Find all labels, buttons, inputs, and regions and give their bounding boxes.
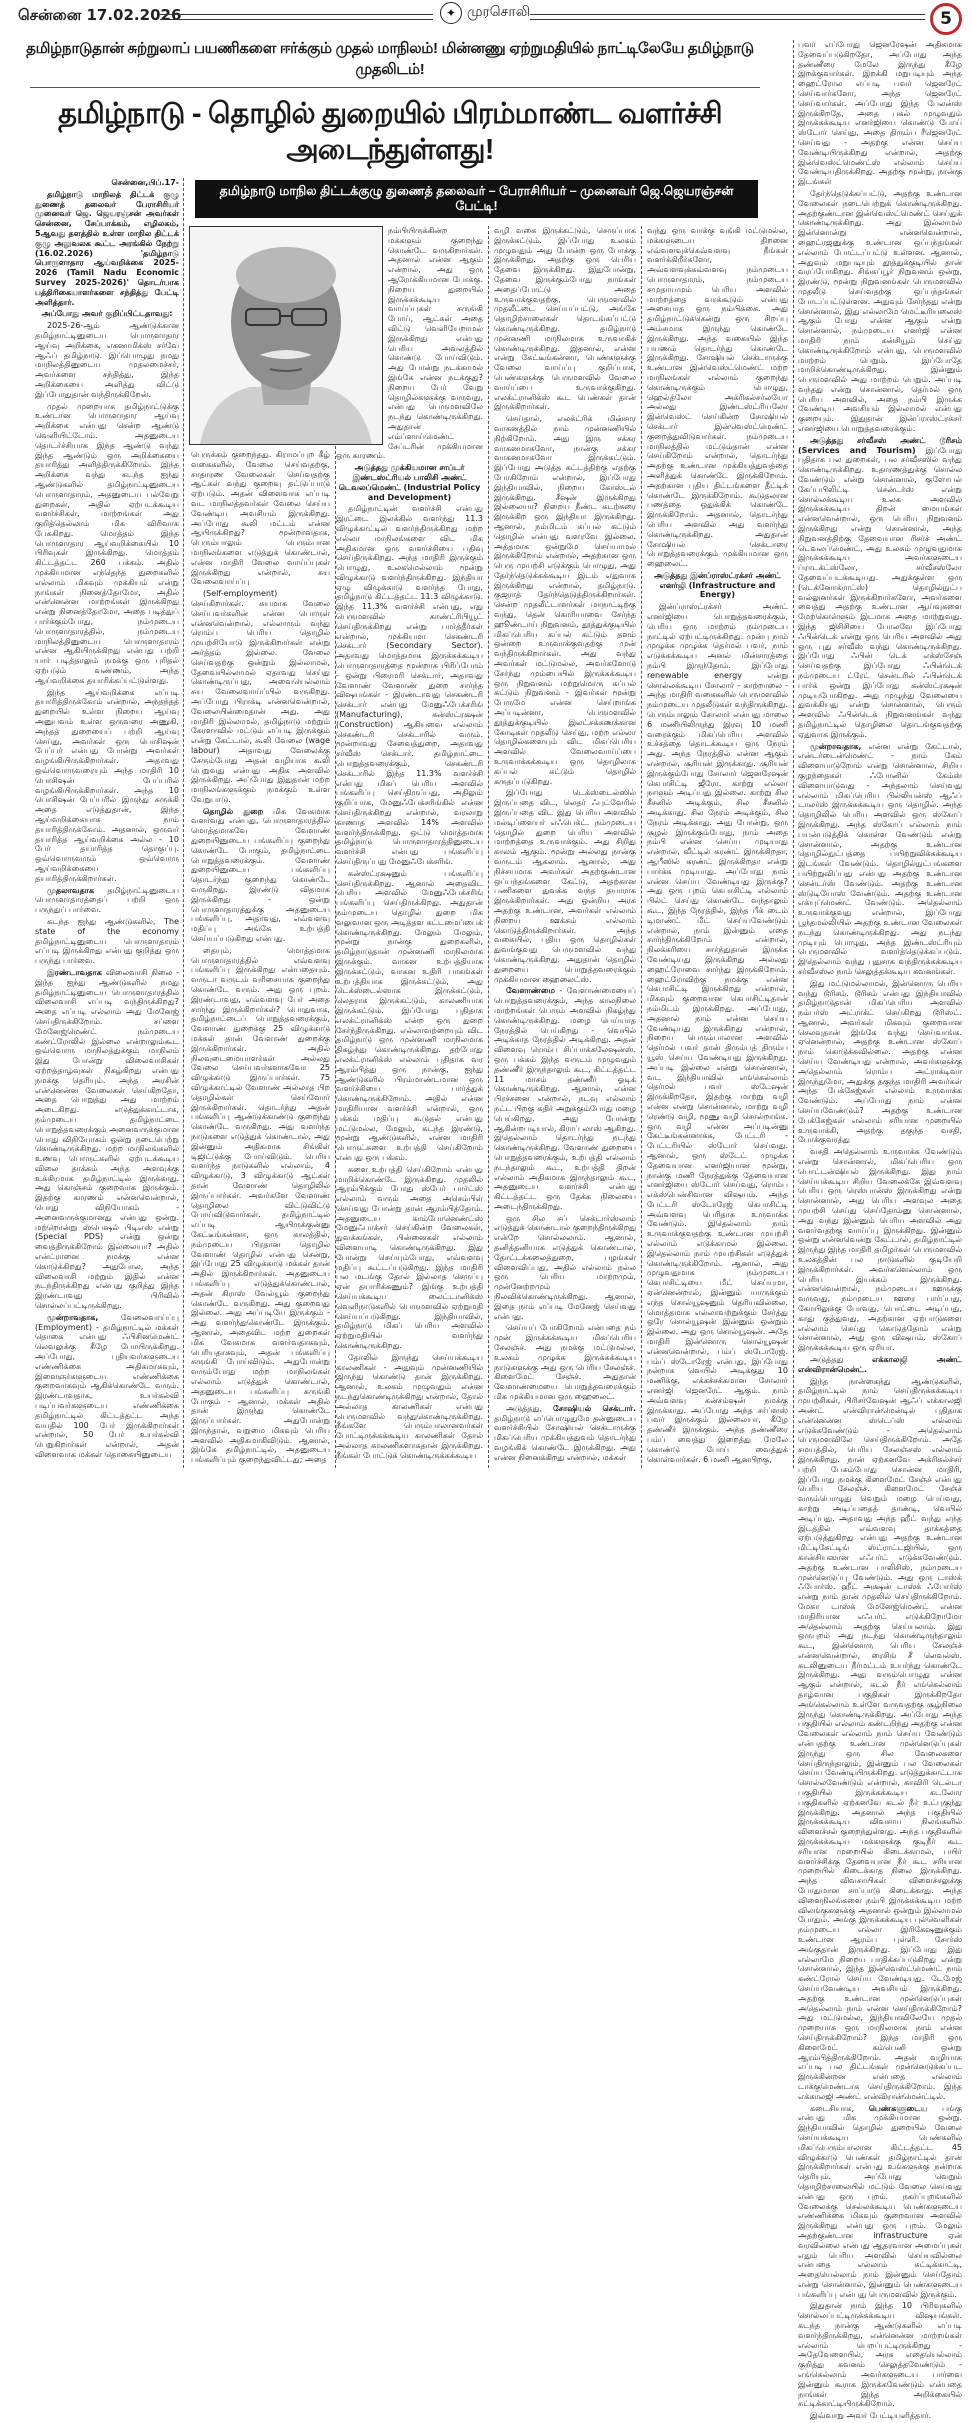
article-column-4 (494, 226, 636, 1465)
article-column-3 (336, 226, 483, 1463)
masthead-logo (440, 2, 530, 24)
article-paragraph: இன்ப்ராஸ்ட்ரக்சர் அண்ட் எனர்ஜியை பொறுத்தவரைக்கும், பெரிய ஒரு மாற்றம் நம்முடைய நாட்டில் ஏற்பட்டிருக்கிறது. முன்பு நாம் முழுக்க முழுக்க தெர்மல் பவர், நாம் எடுக்கக்கூடிய அனல் மின்சாரத்தை நம்பி இருந்தோம். இப்போது renewable energy என்று சொல்லக்கூடிய சோலார் - காற்றாலை - அந்த மாதிரி வகைகளில் பெருமளவில் நம்முடைய முதலீடுகள் வந்திருக்கிறது. பெரும்பாலும் சோலார் என்பது மாலை 6 மணியிலிருந்து இரவு 10 மணி வரைக்கும் மிகப்பெரிய அளவில் உச்சத்தை தொடக்கூடிய ஒரு நேரம் அது. அந்த நேரத்தில் என்ன ஆகும் என்றால், சூரியன் இருக்காது. சூரியன் இருக்கும்போது சோலார் ஜெனரேஷன் கெபாசிட்டி ஜீரோ. காற்று எல்லா நாளும் அடிப்பது இல்லை. காற்று சில சீசனில் அடிக்கும், சில சீசனில் அடிக்காது. சில நேரம் அடிக்கும், சில நேரம் அடிக்காது. அது போன்று, ஒரு சூழல் இருக்கும்போது, நாம் அதை நம்பி என்ன செய்ய முடியாது என்றால், வீட்டில் கரண்ட் இருக்கிறதா, ஆபீஸில் கரண்ட் இருக்கிறதா என்று பார்க்க முடியாது. அப்போது நாம் என்ன செய்ய வேண்டியது இருக்கு? அது ஒரு புறம் கெபாசிட்டி எல்லாம் பில்ட் செய்து கொண்டே வந்தாலும் கூட, இந்த நேரத்தில், இந்த பீக் டைம் டிமாண்ட் மீட் செய்யவேண்டும் என்றால், நாம் இன்னும் எதை சார்ந்திருக்கிறோம் என்றால், நிலக்கரியை சார்ந்துதான் இருக்க வேண்டியது இருக்கிறது அல்லது ஹைட்ரோவை சார்ந்து இருக்கிறோம். ஹைட்ரோவிற்கு நமக்கு என்ன கெபாசிட்டி இருக்கிறது என்றால், மிகவும் குறைவான கெபாசிட்டிதான் நம்மிடம் இருக்கிறது. அப்போது, அதனால் நாம் என்ன செய்ய வேண்டியது இருக்கிறது என்றால், நிறைய பெரும்பாலான அளவில் தெர்மல் பவர் தான் திரும்பத் திரும்ப யூஸ் செய்ய வேண்டியது இருக்கிறது. அப்படி இல்லை என்று சொன்னால், வட இந்தியாவில் எங்கெல்லாம் தெர்மல் பவர் ஸ்டேஷன் இருக்கிறதோ, இதற்கு மாற்று வழி என்ன என்று சொன்னால், மாற்று வழி ரெண்டு வழி, மூணு வழி சொல்றாங்க. ஒரு வழி என்ன அப்படின்னு கேட்டீங்கன்னாக்க, பேட்டரி - பேட்டரியில் ஸ்டோர் செய்வது. ஆனால், ஒரு ஸ்டேட் முழுக்க தேவையான எனர்ஜியான மூன்று, நான்கு மணி நேரத்துக்கு தேவையான எனர்ஜியை ஸ்டோர் செய்வது, ரொம்ப எக்ஸ்பென்சிவான விஷயம். அந்த பேட்டரி ஸ்டோரேஜ் கெபாசிட்டி அவ்வளவு பெரிதாக உருவாக்க வேண்டும். இதெல்லாம் நாம் உருவாக்குவதற்கு உண்டான முயற்சி எல்லாம் எடுக்காமல் இல்லை. இதெல்லாம் நாம் முயற்சிகள் எடுத்துக் கொண்டிருக்கிறோம். ஆனால், அது முழுவதுமாக நம்முடைய கெபாசிட்டியை மீட் செய்யுமா, ஏன்னென்றால், இன்னும் யாருக்கும் எந்த சொல்யூஷனும் தெரியவில்லை. மொத்தமாக எல்லாவற்றுக்கும் சேர்த்து ஒரே சொல்யூஷன் இன்னும் ஒன்றும் இல்லை. அது ஒரு சொல்யூஷன். அதே மாதிரி இன்னொரு சொல்யூஷன் என்னவென்றால், பம்ப் ஸ்டோரேஜ். பம்ப் ஸ்டோரேஜ் என்பது, இப்போது நன்றாக வெயில் அடிக்குது 10 மணிக்கு, எக்கச்சக்கமான சோலார் எனர்ஜி ஜெனரேட் ஆகும். நாம் அவ்வளவு கன்சம்ஷன் நமக்கு இருக்காது. அப்போது அந்த சர்ப்ளஸ் பவர் இருக்கும் இல்லையா, கீழே தண்ணீர் இருக்கும். அந்த தண்ணீரை பம்ப் வைத்து இறைத்து மேலே கொண்டு போய் வைத்துக் கொள்வார்கள். 6 மணி ஆனபிறகு, (647, 602, 788, 1464)
article-paragraph: இரண்டாவதாக விலைவாசி நிலை - இந்த ஐந்து ஆண்டுகளில் நமது தமிழ்நாட்டினுடைய பொருளாதாரத்தில் விலைவாசி எப்படி வந்திருக்கிறது? அதை எப்படி எல்லாம் அது மேனேஜ் செய்திருக்கிறோம். சப்ளை மேனேஜ்மெண்ட் நம்முடைய கண்ட்ரோலில் இல்லை என்றாலும்கூட ஒவ்வொரு மாநிலத்துக்கும் மாநிலம் இது போன்று விலைவாசிகள் ஏற்றத்தாழ்வுகள் நிகழ்கிறது என்பது நமக்கு தெரியும். அந்த அரசின் என்னென்ன வேலைகள் செய்கிறதோ, அதை பொறுத்து அது மாற்றம் அடைகிறது. எடுத்துக்காட்டாக, நம்முடைய தமிழ்நாட்டை பொறுத்தவரைக்கும் அனைவருக்குமான பொது விநியோகம் ஒன்று நடைபெற்று கொண்டிருக்கிறது. மற்ற மாநிலங்களில் உணவு பொருட்களில் ஏற்படக்கூடிய விலை தாக்கம் அந்த அளவுக்கு உக்கிரமாக தமிழ்நாட்டில் இருக்காது. அது கொஞ்சம் குறைவாக இருக்கும். இதற்கு காரணம் என்னவென்றால், பொது விநியோகம் - அனைவருக்குமானது என்பது ஒன்று. மற்றொன்று ஸ்பெஷல் பிடிஎஸ் என்று (Special PDS) என்று ஒன்று வைத்திருக்கிறோம் இல்லையா? அதில் என்ட்ரானை நமக்கு என்ன கொடுக்கிறது? அதுபோல, அந்த விலைவாசி மற்றும் இதில் என்ன நடந்திருக்கிறது என்பது குறித்து இந்த இரண்டாவது பிரிவில் சொல்லப்பட்டிருக்கிறது. (35, 967, 179, 1311)
article-paragraph: மூன்றாவதாக, வேலைவாய்ப்பு (Employment) - தமிழ்நாட்டில் மக்கள் தொகை என்பது ஃபிசினமெண்ட் லெவலுக்கு கீழே போயிருக்கிறது. அப்போது, புதியவர்களுடைய எண்ணிக்கை அதிகமாகவும், இளைஞர்களுடைய எண்ணிக்கை குறைவாகவும் ஆகிக்கொண்டே வரும். இரண்டாவதாக, உயர்கல்வி படிப்பவர்களுடைய எண்ணிக்கை தமிழ்நாட்டில் கிட்டத்தட்ட அந்த வயதில் 100 பேர் இருக்கிறார்கள் என்றால், 50 பேர் உயர்கல்வி பெறுகிறார்கள் என்றால், அதன் விளைவாக மக்கள் தொகையினுடைய (35, 1312, 179, 1459)
article-paragraph: பெருக்கம் குறைந்தது. கிராமப்புற கீழ் வகைகளில், வேலை செய்வதற்கு, சாதாரண வேலைகள் செய்வதற்கு ஆட்கள் வந்து குறைவு தட்டுப்பாடு ஏற்படும். அதன் விளைவாக எப்படி வட மாநிலத்தவர்கள் வேலை செய்ய வேண்டிய அவசியம் இருக்கிறது. அப்போது கூலி மட்டம் என்ன ஆயிருக்கிறது? மூன்றாவதாக, பெரும்பாலும் பெரும்பான மாநிலங்களை எடுத்துக் கொண்டால், என்ன மாதிரி வேலை வாய்ப்புகள் இருக்கிறது என்றால், சுய வேலைவாய்ப்பு (191, 450, 330, 587)
article-paragraph: அடுத்தது, சோஷியல் செக்டார். தமிழ்நாடு எப்பொழுதுமே தன்னுடைய வளர்ச்சியில் சோஷியல் செக்டாருக்கு மிகப்பெரிய முக்கியத்துவம் தொடர்ந்து வழங்கிக் கொண்டே இருக்கிறது. அது என்ன நினைக்கிறது என்றால், மக்கள் (494, 1403, 636, 1462)
article-paragraph: செய்தால், எலக்ட்ரிக் மின்சார வாகனத்தில் நாம் முன்னணியில் நிற்கிறோம். அது இரு சக்கர வாகனமாகவோ, நான்கு சக்கர வாகனமாகவோ இருக்கட்டும். இப்போது அடுத்த கட்டத்திற்கு எதற்கு போகிறோம் என்றால், இப்போது இந்தியாவில், நிறைய கோஸ்டல் இருக்கிறது. சீஷன் இருக்கிறது இல்லையா? நிறைய நீண்ட கடற்கரை இருக்கிற ஒரு இந்தியா இருக்கிறது. ஆனால், நம்மிடம் கப்பல் கட்டும் தொழில் என்பது வளரவே இல்லை. அத்தமாக ஒன்றுமே செய்யாமல் இருக்கிறோம் என்றால், அதற்கான ஒரு பெரு முயற்சி எடுக்கும் பொழுது, அது தேர்ந்தெடுக்கக்கூடிய இடம் எதுவாக இருக்கிறது என்றால், தமிழ்நாடு. குஜராத் தேர்ந்தெடுத்திருக்கிறார்கள். சென்ற முதலீட்டாளர்கள் மாநாட்டிற்கு வந்து, தென் கொரியாவை சேர்ந்த ஹூண்டாய் நிறுவனம், தூத்துக்குடியில் மிகப்பெரிய கப்பல் கட்டும் தளம் ஒன்றை உருவாக்குவதற்கு முன் வந்திருக்கிறார்கள். அது வந்து அவர்கள் மட்டுமல்ல, அவர்களோடு சேர்ந்து மும்பையில் இருக்கக்கூடிய ஒரு நிறுவனம் மற்றுமொரு கப்பல் கட்டும் நிறுவனம் - இவர்கள் மூன்று பேருமே என்ன செய்றாங்க அப்படின்னா, பெருமளவில் தூத்துக்குடியில் இலட்சக்கணக்கான கோடிகள் முதலீடு செய்து, மற்ற எல்லா தொழில்களையும் விட மிகப்பெரிய அளவில் வேலைவாய்ப்பை உருவாக்கக்கூடிய ஒரு தொழிலாக கப்பல் கட்டும் தொழில் கருதப்படுகிறது. (494, 414, 636, 786)
article-paragraph: அடுத்தது சர்வீசஸ் அண்ட் டூரிசம் (Services and Tourism) இப்போது புதிதாக பல துறைகள், பல சர்வீசஸில் வந்து கொண்டிருக்கிறது. உதாரணத்துக்கு சொல்ல வேண்டும் என்று சொன்னால், குளோபல் கேப்பபிலிட்டி சென்டர்ஸ் என்று சொல்லக்கூடிய உலக அளவில் இருக்கக்கூடிய திறன் மையங்கள் என்னவென்றால், ஒரு பெரிய நிறுவனம் இருக்கிறது என்று சொன்னால், அந்த நிறுவனத்திற்கு தேவையான ரிசர்ச் அண்ட் டெவலப்மெண்ட், அது உலகம் முழுவதுமாக இருக்கக்கூடிய அவர்களுடைய ப்ராடக்ட்ஸ்லோ, சர்வீசஸ்லோ தேவைப்படக்கூடியது. அதுக்குள்ள ஒரு (டெக்னோக்ராட்ஸ்) தொழில்நுட்ப வல்லுனர்கள் இருக்கிறார்களோ, அவர்களை வைத்து அதற்கு உண்டான ஆய்வுகளை மேற்கொள்ளும் இடமாக அதை மாற்றுவது. இந்த ஜிசிசியை போலவே இப்போது ஃபின்டெக் என்று ஒரு பெரிய அளவில் அது ஒரு புது சர்வீஸ் வந்து கொண்டிருக்கிறது. இப்போது ஃபின் டெக் எக்ஸ்சேஞ் செய்வதற்கு இப்போது ஃபின்டெக் நம்முடைய ட்ரேட் சென்டரில் ஃபின்டெக் பார்க் ஒன்று இப்போது கன்ஸ்ட்ரக்ஷன் முடியபோகிறது. அது முழுந்து வேலையை துவக்கியது என்று சொன்னால், பெரும் அளவில் ஃபின்டெக் நிறுவனங்கள் வந்து தமிழ்நாட்டில் தொழிலை தொடங்குவதற்கு ஏதுவாக இருக்கும். (798, 435, 963, 739)
article-paragraph: 2025-26-ஆம் ஆண்டுக்கான தமிழ்நாட்டினுடைய பொருளாதார ஆய்வு அறிக்கை, எகனாமிக்ஸ் சர்வே ஆஃப் தமிழ்நாடு. இப்பொழுது நமது மாநிலத்தினுடைய முதலமைச்சர், அவர்களை சந்தித்து, இந்த அறிக்கையை அளித்து விட்டு இப்போதுதான் வந்திருக்கிறேன். (35, 321, 179, 399)
article-paragraph: தமிழ்நாடு மாநிலத் திட்டக் குழு துணைத் தலைவர் பேராசிரியர் முனைவர் ஜெ. ஜெயரஞ்சன் அவர்கள் சென்னை, சேப்பாக்கம், எழிலகம், 5ஆவது தளத்தில் உள்ள மாநில திட்டக் குழு அலுவலக கூட்ட அரங்கில் நேற்று (16.02.2026) 'தமிழ்நாடு பொருளாதார ஆய்வறிக்கை 2025-2026 (Tamil Nadu Economic Survey 2025-2026)' தொடர்பாக பத்திரிகையாளர்களை சந்தித்து பேட்டி அளித்தார். (35, 189, 179, 307)
article-paragraph: நம்பியிருக்கின்ற மக்களும் குறைந்து கொண்டே வருகிறார்கள். அதனால் என்ன ஆகும் என்றால், அது ஒரு ஆரோக்கியமான போக்கு. நிறைய துறையில் இருக்கக்கூடிய வாய்ப்புகள் சுருங்கி போய், ஆட்கள் அதை விட்டு வெளியேறாமல் இருக்கிறது என்பது பெரிய அவலத்தில் கொண்டு போய்விடும். அது போன்று நடக்காமல் இங்கே என்ன நடக்குது? நிறைய பேர் வேறு தொழில்களுக்கு வருவது, என்பது பெருமளவிலே நடந்து கொண்டிருக்கிறது. அதுதான் எம்ப்ளாய்மெண்ட் சேப்டரின் முக்கியமான ஒரு காரணம். (336, 226, 483, 461)
article-column-2 (191, 450, 330, 1467)
headline-text: தமிழ்நாடு - தொழில் துறையில் பிரம்மாண்ட வளர்ச்சி அடைந்துள்ளது! (58, 98, 722, 166)
section-subheading: அடுத்தது முக்கியமான சாப்டர் இண்டஸ்ட்ரியல் பாலிசி அண்ட் டெவலப்மெண்ட் (Industrial Policy and Development) (338, 463, 481, 502)
section-subheading: அடுத்தது இன்ப்ராஸ்ட்ரக்சர் அண்ட் எனர்ஜி (Infrastructure and Energy) (653, 570, 782, 600)
kicker-headline (20, 34, 760, 84)
article-paragraph: இப்போது டெக்ஸ்டைல்ஸில் இருப்பதை விட, லெதர் ஃபுட்வேரில் இருப்பதை விட இது பெரிய அளவில் மல்டிப்ளையர் எஃபெக்ட். நம்முடைய தொழில் துறை பெரிய அளவில் மாற்றத்தை உருவாக்கும். அது சிறிது காலம் ஆகும். மூன்று அல்லது நான்கு வருடம் ஆகலாம். ஆனால், அது நிச்சயமாக அவர்கள் அதற்குண்டான ஒப்பந்தங்களை கேட்டு, அதற்கான பணிகளை துவக்க வந்த தயாராக இருக்கிறார்கள். அது ஒன்றிய அரசு அதற்கு உண்டான, அவர்கள் எல்லாம் நிறைய ஊக்கம் எல்லாம் கொடுத்திருக்கிறார்கள். அந்த வகையில், புதிய ஒரு தொழில்கள் துவங்குவது பெருமளவில் வந்து கொண்டிருக்கிறது. அதுதான் தொழில் துறையை பொறுத்தவரைக்கும் முக்கியமான ஹைலைட்ஸ். (494, 788, 636, 984)
issue-date: சென்னை 17.02.2026 (18, 6, 182, 24)
column-divider (183, 178, 184, 1468)
main-headline (20, 92, 760, 172)
article-paragraph: தோலில் இருந்து செய்யக்கூடிய காலணிகள் - அதுவும் முன்னணியில் இருந்து கொண்டு தான் இருக்கிறது. ஆனால், உலகம் முழுவதும் என்ன நடந்துகொண்டிருக்கிறது என்றால், தோல் அல்லாத காலணிகள் என்பது பெருமளவில் வந்துகொண்டிருக்கிறது. நீங்களே பெரும்பாலானவர்கள் போட்டிருக்கக்கூடிய காலணிகள் தோல் அல்லாத காலணிகளாகதான் இருக்கிறது. நீங்கள் போட்டுக் கொண்டிருக்கக்கூடிய (336, 1352, 483, 1460)
masthead-rule-right (530, 14, 925, 20)
article-paragraph: தொழில் துறை மிக வேகமாக வளர்வது என்பது, பொருளாதாரத்தில் மொத்தமாகவே வேளாண் துறையினுடைய பங்களிப்பு குறைந்து கொண்டே போகும், தமிழ்நாட்டை பொறுத்தவரைக்கும். வேளாண் துறையினுடைய பங்களிப்பு தொடர்ந்து குறைந்து கொண்டே வருகிறது. இரண்டு விதமாக இருக்கிறது - ஒன்று பொருளாதாரத்துக்கு அதனுடைய பங்களிப்பு, அதாவது, எவ்வளவு மதிப்பு அங்கே உற்பத்தி செய்யப்படுகிறது என்பது. (191, 806, 331, 944)
article-paragraph: பவர் எப்போது ஜெனரேஷன் அதிகமாக தேவைப்படுகிறதோ, அப்போது அந்த தண்ணீரை மேலே இருந்து கீழே இறக்குவார்கள். இறக்கி மறுபடியும் அந்த ஹைட்ரோல எப்படி பவர் ஜெனரேட் செய்வார்களோ, அந்த ஜெனரேட் செய்வார்கள். அப்போது இந்த பேலன்ஸ் இருக்கிறதே, அதை பகல் முழுவதும் இருக்கக்கூடிய எனர்ஜியை கொண்டு போய் ஸ்டோர் செய்து, அதை திரும்ப ரீஜெனரேட் செய்வது - அதற்கு என்ன செய்ய வேண்டியிருக்கிறது என்றால், அதற்கு இன்வெஸ்ட்மெண்ட்ஸ் எல்லாம் செய்ய வேண்டியதிருக்கிறது. அதற்கு மூன்று, நான்கு இடங்கள் (798, 40, 962, 187)
article-paragraph: (Self-employment) செய்கிறார்கள். சுயமாக வேலை செய்பவர்களின் என்ன பொருள் என்னவென்றால், எல்லாரும் வந்து ரொம்ப பெரிய தொழில் முயற்சியோடு இருக்கிறார்கள் என்று அர்த்தம் இல்லை. வேலை செய்வதற்கு ஒன்றும் இல்லாமல், தேவையில்லாமல் ஏதாவது செய்து கொண்டிருப்பது, அவையெல்லாம் சுய வேலைவாய்ப்பில் வருகிறது. அப்போது பிராக்டி என்னவென்றால், வேலையின்மைதான் அது. அது மாதிரி இல்லாமல், தமிழ்நாடு மற்றும் கேரளாவில் மட்டும் எப்படி இருக்கும் என்று கேட்டால், கூலி வேலை (wage labour) அதாவது வேலைக்கு சேரும்போது அதன் வழியாக கூலி பெறுவது என்பது அதிக அளவில் இருக்கிறது. அப்போது இதுதான் மற்ற மாநிலங்களுக்கும் நமக்கும் உள்ள வேறுபாடு. (191, 589, 330, 804)
article-paragraph: மூன்றாவதாக, என்ன என்று கேட்டால், என்டர்டைன்மெண்ட் - நாம் கேம் விளையாடுறோம் என்று சொன்னால், சிறிய குழந்தைகள் ஃபோனில் கேம்ஸ் விளையாடுவது - அந்தலாம் செய்வது எல்லாம் மிகப்பெரிய பில்லியன்ஸ் ஆஃப் டாலர்ஸ் இருக்கக்கூடிய ஒரு தொழில். அந்த தொழிலில் பெரிய அளவில் ஒரு ஸ்கோப் இருக்கிறது. அந்த ஸ்கோப் எல்லாம் நாம் பயன்படுத்திக் கொள்ள வேண்டும் என்று சொன்னால், அதற்கு உண்டான தொழில்நுட்பத்தை பயிற்றுவிக்கக்கூடிய இடங்கள் வேண்டும். தொழில்நுட்பங்களை பயிற்றுவிப்பது என்பது அதற்கு உண்டான சென்டர்ஸ் வேண்டும். அதற்கு உண்டான ஸ்டுடியோஸ் வேண்டும். அதற்கு உண்டான எக்யுப்மெண்ட் வேண்டும். அதெல்லாம் உருவாக்குவது என்றால், இப்போது பூந்தமல்லியில் அதற்கு உண்டான வேலைகள் நடந்து கொண்டிருக்கிறது. அது நடந்து முடியும் பொழுது, அந்த இண்டஸ்ட்ரியும் பெருமளவில் வளர்த்தெடுக்கப்படும். இதெல்லாம் வந்து புதுசாக வந்திருக்கக்கூடிய சர்வீசஸ்ல நாம் செலுத்தக்கூடிய கவனங்கள். (798, 741, 962, 976)
article-paragraph: கன்ஸ்ட்ரக்ஷனும் பங்களிப்பு செய்திருக்கிறது. ஆனால் அதைவிட பெரிய அளவில் மேனுஃபேக்சரிங் பங்களிப்பு செய்திருக்கிறது. அதுதான் நம்முடைய தொழில் துறை மிக வலுவான ஒரு அடித்தள கட்டமைப்பைக் கொண்டிருக்கிறது. மேலும் மேலும், மூன்று நான்கு துறைகளில், தமிழ்நாடுதான் முன்னணி மாநிலமாக இருக்கும். வாகன உற்பத்தியாக இருக்கட்டும், வாகன உதிரி பாகங்கள் உற்பத்தியாக இருக்கட்டும், அது டெக்ஸ்டைல்ஸாக இருக்கட்டும், லெதராக இருக்கட்டும், காலணியாக இருக்கட்டும். இப்போது புதிதாக எலக்ட்ரானிக்ஸ் என்ற ஒரு துறை சேர்ந்திருக்கிறது. எல்லாவற்றையும் விட தமிழ்நாடு ஒரு முன்னணி மாநிலமாக திகழ்ந்து கொண்டிருக்கிறது. தற்போது எலக்ட்ரானிக்ஸ் எல்லாம் புதிதாக வர ஆரம்பித்து ஒரு நான்கு, ஐந்து ஆண்டுகளில் பிரம்மாண்டமான ஒரு வளர்ச்சியை பார்த்துக் கொண்டிருக்கிறோம். அதில் என்ன மாதிரியான வளர்ச்சி என்றால், ஒரு பக்கம் மதிப்பு கூடுதல் என்பது மட்டுமல்ல, மேலும், கடந்த இரண்டு, மூன்று ஆண்டுகளில், என்ன மாதிரி பொருட்களை உற்பத்தி செய்கிறோம் என்பது ஒரு பக்கம். (336, 868, 483, 1162)
article-paragraph: ஒரு சில சப் செக்டார்ஸ்லாம் எடுத்துக் கொண்டால் குறைந்திருக்கிறது என்றே சொல்லலாம். ஆனால், தனித்தனியாக எடுத்துக் கொண்டால், தோட்டக்கலைத்துறை, பழங்கள் விளைவிப்பது, அதில் எல்லாம் நல்ல ஒரு பெரிய மாற்றமும், முன்னேற்றமும் நிலவிக்கொண்டிருக்கிறது. ஆனால், இதை நாம் எப்படி மேனேஜ் செய்வது என்பது. (494, 1213, 636, 1321)
article-column-6 (798, 40, 962, 2423)
article-paragraph: இந்த நான்கைந்து ஆண்டுகளில், தமிழ்நாட்டில் நாம் செய்திருக்கக்கூடிய முயற்சிகள், பிரிசர்வேஷன் ஆஃப் எக்காலஜி அண்ட் என்விரான்மென்டில் புதிதாக என்னென்ன ஸ்டெப்ஸ் எல்லாம் எடுக்கவேண்டும் - அதெல்லாம் பெருமளவிலே செய்திருக்கிறோம். அதே சமயத்தில், பெரிய சேலஞ்சஸ் எல்லாம் இருக்கிறது. நான் ஏற்கனவே அக்ரிகல்ச்சர் பற்றி பேசும்போது சொன்ன மாதிரி, இப்போது நமக்கு கிளைமேட் சேஞ்ச் என்பது பெரிய சேலஞ்ச். கிளைமேட் சேஞ்ச் வரும்பொழுது வெறும் மழை பெய்வது, காற்று அடிப்பதைத் தாண்டி, வெயில் அடிப்பது. அதாவது அந்த ஹீட் வந்து எந்த இடத்தில் எவ்வளவு தாக்கத்தை ஏற்படுத்துகிறது என்பது அதற்கு உண்டான மிட்டிகேட்டிங் ஸ்ட்ராட்டஜியில், ஒரு கான்சியஸான எஃபர்ட் எடுக்கவேண்டும். அதற்கு உண்டான பாலிசிஸ், நம்முடைய முன்னெடுப்பு வேண்டும். அது ஒரு டாஸ்க் ஃபோர்ஸ். ஹீட் அக்ஷன் டாஸ்க் ஃபோர்ஸ் என்று நாம் தான் முதலில் செய்திருக்கிறோம். மேகா டாஸ்க் மேனேஜ்மெண்ட் என்ன மாதிரியான எஃபர்ட் எடுக்கிறோமோ அதெல்லாம் அதற்கு செய்யலாம். இது ஒருபுறம் அது நடந்து கொண்டிருந்தாலும் கூட, இன்னொரு பெரிய சேலஞ்ச் என்னவென்றால், ரைசிங் சீ லெவல்ஸ். கடலினுடைய நீர்மட்டம் உயர்ந்து கொண்டே இருக்கிறது. அது வரும்பொழுது என்ன ஆகும் என்றால், கடல் நீர் எங்கெல்லாம் தாழ்வான பகுதிகள் இருக்கிறதோ அங்கெல்லாம் உள்ளே வருவதற்கு சூழ்நிலை இருந்து கொண்டிருக்கிறது. அப்போது அந்த பகுதியில் எல்லாம் கண்டறிந்து அதற்கு என்ன வேலைகள் எல்லாம் நாம் செய்ய வேண்டும் என்பதற்கு உண்டான முன்னெடுப்புகள் இருந்து ஒரு சில வேலைகளை செய்திருந்தாலும், இன்னும் பல வேலைகள் செய்ய வேண்டியிருக்கிறது. எடுத்துக்காட்டாக சொல்லவேண்டும் என்றால், காவிரி டெல்டா பகுதியில் இருக்கக்கூடிய கடலோர பகுதிகளில் ஏற்கனவே கடல் நீர் உட்புகுந்து இருக்கிறது. அதனால் அந்த பகுதியில் இருக்கக்கூடிய விவசாய நிலங்களில் விளைச்சல் குறைந்துள்ளது. அந்த பகுதிகளில் இருக்கக்கூடிய மக்களுக்கு குடிநீர் கூட சரியான முறையில் கிடைக்காமல், பயிர் வளர்ச்சிக்கு தேவையான நீர் கூட சரியான முறையில் கிடைக்காத நிலை இருக்கிறது. அந்த விவசாயிகள் விளைச்சலுக்கு போதுமான சாப்பாடு கிடைக்காது. அந்த விளைநிலங்களை நம்பி இருக்கக்கூடிய மற்ற விலங்குகளுக்கு அதனால் ஒன்றும் இல்லாமல் போதும். அங்கு இருக்கக்கூடிய புல்வெளிகள் நம்முடைய எல்லா இரிகேஷனுக்கும் உண்டான ஆரம்ப புள்ளி. சோர்ஸ் அங்குதான் இருக்கிறது. இப்போது இது எல்லாமே நிறைய பாதிக்கப்படுகிறது என்று சொன்னால், இந்த இன்வெஸ்ட்மெண்ட் நாம் கண்ட்ரோல் செய்ய வேண்டியது. டேமேஜ் செய்யவேண்டிய அவசியம் இருக்கிறது. அதற்கு உண்டான முன்னெடுப்புகள் அதெல்லாம் நாம் என்ன செய்திருக்கிறோம்? அது மட்டுமல்ல, இந்தியாவிலேயே முதல் முறையாக ஒரு மாநிலமாக நாம் என்ன செய்திருக்கிறோம்? இந்த மாதிரி ஒரு கிளைமேட் கம்பெனி ஒன்று ஆரம்பித்திருக்கிறோம். அதன் வழியாக எப்படி பல திட்டங்கள் முன்னெடுக்கப்பட இருக்கின்றன என்பதை எல்லாம் டாக்குமெண்டாக செய்திருக்கிறோம். இந்த எக்காலஜி அண்ட் என்விரான்மென்ட்டில். (798, 1376, 962, 2101)
article-paragraph: வேளாண்மை - வேளாண்மையைப் பொறுத்தவரைக்கும், அந்த காலநிலை மாற்றங்கள் பெரும் அளவில் நிகழ்ந்து கொண்டிருக்கிறது. மழை பெய்யாத நேரத்தில் பெய்கிறது - வெயில் அடிக்காத நேரத்தில் அடிக்கிறது. அதன் விளைவு ரொம்ப சிப்பாக்கலேஷன்ஸ். ஒரு பக்கம் இந்த வருடம் முழுவதும் தண்ணீர் இருந்தாலும் கூட, கிட்டத்தட்ட 11 மாசம் தண்ணீர் ஓடிக் கொண்டிருக்கிறது. ஆனால், என்ன பிரச்சனை என்றால், நடவு எல்லாம் நட்ட பிறகு கதிர் அறுக்கும்போது மழை பெய்கிறது. அது போன்று ஆகின்றபடியால், கிராப் லாஸ் ஆகிறது. இதெல்லாம் தொடர்ந்து நடந்து கொண்டிருக்கிறது. வேளாண் துறையை பொறுத்தவரைக்கும், உற்பத்தி எல்லாம் நடந்தாலும் கூட, உற்பத்தி திறன் எல்லாம் அதிகமாக இருந்தாலும் கூட, அதனுடைய வளர்ச்சி என்பது கிட்டத்தட்ட ஒரு தேக்க நிலையை அடைந்திருக்கிறது. (494, 986, 636, 1211)
banner-text: தமிழ்நாடு மாநில திட்டக்குழு துணைத் தலைவர் – பேராசிரியர் – முனைவர் ஜெ.ஜெயரஞ்சன் பேட்டி! (219, 184, 734, 213)
interview-banner (195, 180, 758, 218)
article-paragraph: தமிழ்நாட்டின் வளர்ச்சி என்பது இரட்டை இலக்கில் வளர்ந்து 11.3 விழுக்காட்டில் வளர்ந்திருக்கிறது மற்ற எல்லா மாநிலங்களை விட மிக அதிகமான ஒரு வளர்ச்சியை பதிவு செய்திருக்கிறது. அந்த மாதிரி இருக்கும் பொழுது, உலகமெல்லாம் மூன்று விழுக்காடு வளர்ந்திருக்கிறது. இந்தியா ஏழு விழுக்காடு வளர்ந்த போது, தமிழ்நாடு கிட்டத்தட்ட 11.3 விழுக்காடு. இந்த 11.3% வளர்ச்சி என்பது, எது பெருமளவில் காண்ட்ரிபியூட் செய்திருக்கிறது என்று பார்த்தீர்கள் என்றால், முக்கியமா செகண்டரி செக்டார் (Secondary Sector). அதாவது மொத்தமாக இருக்கக்கூடிய பொருளாதாரத்தை மூன்றாக பிரிப்போம் - ஒன்று பிரைமரி செக்டார், அதாவது வேளாண் வேளாண் துறை சார்ந்த விஷயங்கள் - இரண்டாவது செகண்டரி செக்டார் என்பது மேனுஃபேக்சரிங் (Manufacturing), கன்ஸ்ட்ரக்ஷன் (Construction) ஆகியவை எல்லாம் செகண்டரி செக்டாரில் வரும். மூன்றாவது சேவைத்துறை, அதாவது சர்வீஸ் செக்டார். தமிழ்நாட்டை பொறுத்தவரைக்கும், செகண்டரி செக்டாரில் இந்த 11.3% வளர்ச்சி என்பது மிகப் பெரிய அளவில் பங்களிப்பு செய்திருப்பது, அதிலும் குறிப்பாக, மேனுஃபேக்சரிங்கில் என்ன செய்திருக்கிறது என்றால், வரலாறு காணாத அளவில் 14% அளவில் வளர்ந்திருக்கிறது. ஒட்டு மொத்தமாக தமிழ்நாடு பொருளாதாரத்தினுடைய வளர்ச்சி என்பது பங்களிப்பு செய்திருப்பது மேனுஃபேக்சரிங். (336, 504, 483, 866)
article-paragraph: வந்து ஒரு வாக்கு வங்கி மட்டுமல்ல, மக்களுடைய திறனை எவ்வளவுக்கெவ்வளவு நீங்கள் வளர்க்கிறீர்களோ, அவ்வளவுக்கவ்வளவு நம்முடைய பொருளாதாரம், நம்முடைய சமுதாயமும் பெரிய அளவில் மாற்றத்தை வரக்கூடும் என்பது அசையாத ஒரு நம்பிக்கை. அது தமிழ்நாட்டுக்கென்று ஒரு சிறப்பு அம்சமாக இருந்து கொண்டே இருக்கிறது. அந்த வகையில் இந்த பயணம் தொடர்ந்து கொண்டே இருக்கிறது. சோஷியல் செக்டாருக்கு உண்டான இன்வெஸ்ட்மெண்ட் மற்ற மாநிலங்கள் எல்லாம் குறைந்து கொண்டிருக்கும் பொழுது, ஹெல்த்லோ அக்ரிகல்சர்லயோ அல்லது இண்டஸ்ட்ரியலோ இன்வெஸ்ட் செய்கின்ற சோஷியல் செக்டார் இன்வெஸ்ட்மெண்ட் குறைத்துவிடுவார்கள். நம்முடைய மாநிலத்தில் மட்டும்தான் என்ன செய்கிறோம் என்றால், தொடர்ந்து அதற்கு உண்டான முக்கியத்துவத்தை அளித்துக் கொண்டே இருக்கிறோம். அதற்கான புதிய திட்டங்களை தீட்டிக் கொண்டே இருக்கிறோம். கூடுதலான பணத்தை ஒதுக்கிக் கொண்டே இருக்கிறோம். அதனால், தொடர்ந்து பெரிய அளவில் அது வளர்ந்து கொண்டிருக்கிறது. அதுதான் சோஷியல் செக்டாரை பொறுத்தவரைக்கும் முக்கியமான ஒரு ஹைலைட். (647, 226, 788, 569)
section-subheading: அப்போது அவர் குறிப்பிட்டதாவது: (41, 309, 173, 319)
page-number: 5 (930, 3, 962, 35)
article-column-5 (647, 226, 788, 1466)
article-paragraph: இதுதான் நாம் இந்த 10 பிரிவுகளில் சொல்லப்பட்டிருக்கக்கூடிய விஷயங்கள். கடந்த நான்கு ஆண்டுகளில் எப்படி வளர்ந்திருக்கிறது, என்னென்ன மாற்றங்கள் எல்லாம் பெறப்பட்டிருக்கிறது - அதேவேளையில், அரசு எதையெல்லாம் குறித்து கவனம் செலுத்தவேண்டும் - எங்கெல்லாம் அவர்களுடைய பார்வை இன்னும் கூராக இருக்கவேண்டும் என்பதை நாங்கள் இந்த அறிக்கையில் சுட்டிக்காட்டியிருக்கிறோம். (798, 2301, 962, 2409)
article-paragraph: முதல் முறையாக தமிழ்நாட்டுக்கு உண்டான பொருளாதார ஆய்வு அறிக்கை என்பது சென்ற ஆண்டு வெளியிட்டோம். அதனுடைய தொடர்ச்சியாக இந்த ஆண்டு வந்து இந்த ஆண்டும் ஒரு அறிக்கையை தயாரித்து அளித்திருக்கிறோம். இந்த அறிக்கை வந்து கடந்த ஐந்து ஆண்டுகளில் தமிழ்நாட்டினுடைய பொருளாதாரம், அதனுடைய பல்வேறு துறைகள், அதில் ஏற்படக்கூடிய வளர்ச்சிகள், மாற்றங்கள் அது குறித்தெல்லாம் மிக விரிவாக பேசுகிறது. மொத்தம் இந்த பொருளாதார ஆய்வறிக்கையில் 10 பிரிவுகள் இருக்கிறது. மொத்தம் கிட்டத்தட்ட 260 பக்கம். அதில் முக்கியமான எந்தெந்த துறைகளில் எல்லாம் மிகவும் முக்கியம் என்று நாங்கள் நினைத்தோமோ, அதில் என்னென்ன மாற்றங்கள் இருக்கிறது என்று நினைத்தோமோ, அதை படித்துப் பார்க்கும்போது, நம்முடைய பொருளாதாரத்தில், நம்முடைய மாநிலத்தினுடைய பொருளாதாரம் என்ன ஆகியிருக்கிறது என்பது பற்றி யார் படித்தாலும் நமக்கு ஒரு புரிதல் ஏற்படும் வண்ணம், அந்த ஆய்வறிக்கை தயாரிக்கப்பட்டுள்ளது. (35, 401, 179, 685)
dateline: சென்னை,பிப்.17- (111, 178, 179, 187)
article-paragraph: தேர்ந்தெடுக்கப்பட்டு, அதற்கு உண்டான வேலைகள் நடைபெற்றுக் கொண்டிருக்கிறது. அதற்குண்டான இன்வெஸ்ட்மெண்ட் செய்துக் கொண்டிருக்கிறது. அது இல்லாமல் இன்னொன்று என்னவென்றால், ஹைட்ரஜனுக்கு உண்டான ஒப்பந்தங்கள் எல்லாம் போட்டப்பட்டு உள்ளன. ஆனால், அதுவும் மறுபடியும் தூத்துக்குடியில் தான் வரப்போகிறது. சிங்கப்பூர் நிறுவனம் ஒன்று, இரண்டு, மூன்று நிறுவனங்கள் பெருமளவில் முதலீடு செய்வதற்கு ஒப்பந்தங்கள் போடப்பட்டுள்ளன. அதுவும் சேர்ந்தது என்று சொன்னால், இது எல்லாமே மெட்டீரியலைஸ் ஆகும் போது என்ன ஆகும் என்று சொன்னால், நம்முடைய எனர்ஜி என்ன மாதிரி நாம் கன்சியூம் செய்து கொண்டிருக்கிறோம் என்பது, பெருமளவில் மாற்றம் பெறும். இப்போதே மாறிக்கொண்டிருக்கிறது. இன்னும் பெருமளவில் அது மாற்றம் பெறும். அப்படி வந்தது என்று சொன்னால், தெர்மல் ஒரு பெரிய அளவில், அதை நம்பி இருக்க வேண்டிய அவசியம் இல்லாமல் என்பது குறையும். இதுதான் இன்ப்ராஸ்ட்ரக்சர் எனர்ஜியை பொறுத்தவரைக்கும். (798, 188, 962, 434)
column-divider (793, 40, 794, 1468)
headline-rule (30, 87, 760, 88)
article-paragraph: இது மட்டுமல்லாமல், இன்னொரு பெரிய வந்து டூரிசம். டூரிசம் என்பது இந்தியாவில் தமிழ்நாடுதான் மிகப்பெரிய அளவில் நம்பர்ஸ் அட்ராக்ட் செய்கிறது டூரிஸ்ட். ஆனால், அவர்கள் மிகவும் குறைவான செலவுதான் இங்கே வந்து செய்வாங்க. ஏனென்றால், அதற்கு உண்டான ஸ்கோப் நாம் கொடுக்கவில்லை. அதற்கு என்ன செய்ய வேண்டியது என்றால், அவர்களுக்கு அதெல்லாம் ரொம்ப அட்ராக்டிவா இருந்துமோ, அதுக்கு தகுந்த மாதிரி அவர்கள் அந்த பேக்கேஜ்கள் எல்லாம் உருவாக்க வேண்டும். அப்போது நாம் என்ன செய்யவேண்டும்? அதற்கு உண்டான பேக்கேஜ்கள் எல்லாம் சரியான முறையில் உருவாக்கி, அதற்கு தகுந்த வசதி, போக்குவரத்து (798, 978, 962, 1145)
article-paragraph: முதலாவதாக தமிழ்நாட்டினுடைய பொருளாதாரத்தைப் பற்றி ஒரு பருந்துப் பார்வை. (35, 885, 179, 915)
article-column-1 (35, 178, 179, 1462)
article-paragraph: கடைசியாக, பெண்களுடைய பங்கு என்பது மிக முக்கியமான ஒன்று. இந்தியாவில் தொழில் துறையில் வேலை செய்யக்கூடிய பெண்களில் மிகப்பெரும்பாலான கிட்டத்தட்ட 45 விழுக்காடு பெண்கள் தமிழ்நாட்டில் தான் இருக்கிறார்கள் என்பது உங்களுக்கு நன்றாக தெரியும். அப்போது வெறும் தொழிற்சாலையில் மட்டும் வேலை செய்வது என்பது ஒரு புறம். நகர்ப்புறங்களில் வேலைக்கு செல்லக்கூடிய பெண்களுடைய எண்ணிக்கை மிகவும் குறைவான அளவில் இருக்கிறது என்பது ஒரு புறம். மேலும் அதற்குண்டான infrastructure ஏன் வரவில்லை என்பது ஆதரவான அமைப்புகள் எதும் பெரிய அளவில் செய்யவில்லை என்பதை எல்லாம் சுட்டிக்காட்டி, அதையெல்லாம் நாம் இன்னும் செய்தோம் என்று சொன்னால், இன்னும் பெண்களுடைய பங்களிப்பு என்பது பெருமளவில் இருக்கும். (798, 2103, 962, 2299)
masthead-rule-left (160, 14, 433, 20)
kicker-text: தமிழ்நாடுதான் சுற்றுலாப் பயணிகளை ஈர்க்கும் முதல் மாநிலம்! மின்னணு ஏற்றுமதியில் நாட்டிலேயே தமிழ்நாடு முதலிடம்! (26, 40, 754, 78)
column-divider (641, 226, 642, 1468)
article-paragraph: கடந்த ஐந்து ஆண்டுகளில், The state of the economy தமிழ்நாட்டினுடைய பொருளாதாரம் எப்படி இருக்கிறது என்பது குறித்து ஒரு பருந்து பார்வை. (35, 916, 179, 966)
article-paragraph: தையும், மொத்தமாக பொருளாதாரத்தில் எவ்வளவு பங்களிப்பு இருக்கிறது என்பதையும். வருடா வருடம் வரிசையாக குறைந்து கொண்டே வரும். அது ஒரு புறம். இரண்டாவது, எவ்வளவு பேர் அதை சார்ந்து இருக்கிறார்கள்? பொதுவாக, தமிழ்நாட்டைப் பொறுத்தவரைக்கும், வேளாண் துறைக்கு 25 விழுக்காடு மக்கள் தான் வேளாண் துறைக்கு இருக்கிறார்கள். அதில் நிலவுடைமையாளர்கள் அல்லது வேலை செய்பவர்களாகவோ 25 விழுக்காடு இருப்பார்கள். 75 விழுக்காட்டில் வேளாண் அல்லாத பிற தொழில்கள் செய்வோர் இருக்கிறார்கள். தொடர்ந்து அதன் பங்களிப்பு ஆண்டுக்காண்டு குறைந்து கொண்டே வருகிறது. அது வளர்ந்த நாடுகளை எடுத்துக் கொண்டால், அது இன்னும் அதிகமாக சிங்கிள் டிஜிட்டுக்கு போய்விடும். பெரிய வளர்ந்த நாடுகளில் எல்லாம், 4 விழுக்காடு, 3 விழுக்காடு ஆட்கள் தான் வேளாண் தொழிலில் இருப்பார்கள். அவர்களே வேளாண் தொழிலை விட்டுவிட்டு போய்விடுவார்கள். தமிழ்நாட்டில் எப்படி ஆயிருக்குன்னு கேட்டீங்கன்னா, ஒரு காலத்தில், நம்முடைய பிரதான தொழில் வேளாண் தொழில் என்பது சென்று, இப்போது 25 விழுக்காடு மக்கள் தான் அதில் இருக்கிறார்கள். அதனுடைய பங்களிப்பு எடுத்துக்கொண்டால், அதன் கிராஸ் வேல்யூம் குறைந்து கொண்டே வருகிறது. அது குறைவது இல்லை. அது அப்படியே இருக்கும் - அது வளர்ந்துகொண்டே இருக்கும். ஆனால், அதைவிட மற்ற துறைகள் மிக வேகமாக வளர்வதாகவும், பெரியதாகவும், அதன் பங்களிப்பு சுருங்கி போய்விடும். அதுபோன்று வரும்போது மற்ற மாநிலங்கள் எல்லாம் எடுத்துக் கொண்டால், அதனுடைய பங்களிப்பு சுருங்கி போகும் - ஆனால், மக்கள் அதில் தான் இருந்து கொண்டே இருப்பார்கள். அதுபோன்று இருந்தால், வறுமை மிகவும் பெரிய அளவில் அதிகமாகிவிடும். ஆனால், இங்கே தமிழ்நாட்டில், அதனுடைய பங்களிப்பும் குறைந்துவிட்டது; அதை (191, 945, 330, 1465)
photo-wrap-spacer (336, 226, 388, 448)
article-paragraph: அடுத்தது எக்காலஜி அண்ட் என்விரான்மென்ட். (798, 1354, 962, 1374)
column-divider (488, 226, 489, 1468)
article-paragraph: களை உற்பத்தி செய்கிறோம் என்பது மாறிக்கொண்டே இருக்கிறது. முதலில் ஆரம்பிக்கும் போது ஸ்பேர் பார்ட்ஸ் எல்லாம் வரும் அதை அசெம்பிள் செய்வது போன்று தான் ஆரம்பித்தோம். அதனுடைய காம்போனெண்ட்ஸ் மேனுஃபாக்சர் செய்கின்ற வேலைகள், துவக்கங்கள், பின்னைகள் எல்லாம் விளையாடி கொண்டிருக்கிறது. இது போன்று செய்யும்போது, எவ்வளவு மதிப்பு கூட்டப்படுகிறது. இந்த மாதிரி பல மடங்கு தோல் இல்லாத செருப்பு ஏன் தயாரிக்கணும்? இங்கு உற்பத்தி செய்யக்கூடிய லைட்டானிக்ஸ் வெளிநாடுகளில் பெருமளவில் ஏற்றுமதி செய்யப்படுகிறது. இந்தியாவில், தமிழ்நாடு மிகப் பெரிய அளவில் ஏற்றுமதியில் வளர்ந்து கொண்டிருக்கிறது. (336, 1164, 483, 1351)
murasoli-logo-icon: ✦ (440, 2, 462, 24)
article-paragraph: வசதி அதெல்லாம் உருவாக்க வேண்டும் என்று சொன்னால், மிகப்பெரிய ஒரு பொட்டன்ஷியல் இருக்கிறது. இது நாம் செய்யக்கூடிய சிறிய வேலைக்கே இவ்வளவு பெரிய ஒரு ரெஸ்பான்ஸ் இருக்கிறது என்று சொன்னால், அது பெரிய அளவுல அதை முயற்சி செய்து செய்தோம்னு சொன்னால், அது வந்து இன்னும் பெரிய அளவில் அது வளர்வதற்கு வாய்ப்பு இருக்கிறது. இன்னும் ஒன்று என்னவென்று கேட்டால், தமிழ்நாட்டில் இருந்து இந்த மாதிரி தமிழர்கள் பெருமளவில் உலகத்தின் பல நாடுகளில் குடியேறி இருக்கிறார்கள். அவர்களெல்லாம் ஒரு பெரிய இயக்கம் இருக்கிறது. என்னவென்றால், நம்முடைய ஊருக்கு வருவது, நம்முடைய ஊரை பார்ப்பது, கோயிலுக்கு போவது, பொட்டை அடிப்பது, காது குத்துவது, அதற்கான ஏற்பாடுகளை எல்லாம் செய்து கொடுத்தோம் என்று சொன்னால், அது ஒரு விஷயம். ஸ்கோப் இருக்கக்கூடிய ஒரு ஏரியா. (798, 1147, 962, 1353)
article-paragraph: இவ்வாறு அவர் பேட்டியளித்தார். (810, 2411, 932, 2421)
article-paragraph: இந்த ஆய்வறிக்கை எப்படி தயாரித்திருக்கோம் என்றால், அந்தந்தத் துறையில் உள்ள நிறைய ஆய்வு அனுபவம் உள்ள ஒருவரை அணுகி, அந்தத் துறையைப் பற்றி ஆய்வு செய்து, அவர்கள் ஒரு பொசிஷன் பேப்பர் என்பது போன்று அவர்கள் வழங்கியிருக்கிறார்கள். அதாவது ஒவ்வொருவரையும் அந்த மாதிரி 10 பொசிஷன் பேப்பரில் வழங்கியிருக்கிறார்கள். அந்த 10 பொசிஷன் பேப்பரில் இருந்து சுருக்கி அதை எடுத்துதான், இந்த ஆய்வறிக்கையாக நாம் தயாரித்திருக்கோம். அதனால், ஒருவர் தயாரித்த ஆய்வறிக்கை அல்ல - 10 பேர் தயாரித்த தொகுப்பு. ஒவ்வொருவரும் ஒவ்வொரு ஆய்வறிக்கையை தயாரித்திருக்கிறார்கள். (35, 687, 179, 883)
article-paragraph: செய்யப் போகிறோம் என்பதை நம் முன் இருக்கக்கூடிய மிகப்பெரிய சேலஞ்ச். அது நமக்கு மட்டுமல்ல, உலகம் முழுக்க இருக்கக்கூடிய நாடுகளுக்கு அது ஒரு பெரிய சேலஞ்ச். கிளைமேட் சேஞ்ச். அதுதான் வேளாண்மையை பொறுத்தவரைக்கும் மிக முக்கியமான ஒரு ஹைலைட். (494, 1323, 636, 1402)
paper-name: முரசொலி (467, 4, 530, 20)
article-paragraph: வழி வகை இருக்கட்டும், செருப்பாக இருக்கட்டும். இப்போது உலகம் முழுவதும் அது போன்ற ஒரு போக்கு இருக்கிறது. அதற்கு ஒரு பெரிய தேவை இருக்கிறது. இதுபோன்று, தேவை இருக்கும்போது நாங்கள் அதைப்போட்டு அதை உருவாக்குவதற்கு, பெருமளவில் முதலீட்டை செய்யப்பட்டு, அங்கே தொழிற்சாலைகள் தொடங்கப்பட்டு கொண்டிருக்கிறது. தமிழ்நாடு முன்னணி மாநிலமாக உருவாகிக் கொண்டிருக்கிறது. இதனால், என்ன என்று கேட்டீங்கன்னா, பெண்களுக்கு வேலை வாய்ப்பு குறிப்பாக, பெண்களுக்கு பெருமளவில் வேலை வாய்ப்பை உருவாக்குகிறது. எலக்ட்ரானிக்ஸ் கூட பெண்கள் தான் இருக்கிறார்கள். (494, 226, 636, 412)
